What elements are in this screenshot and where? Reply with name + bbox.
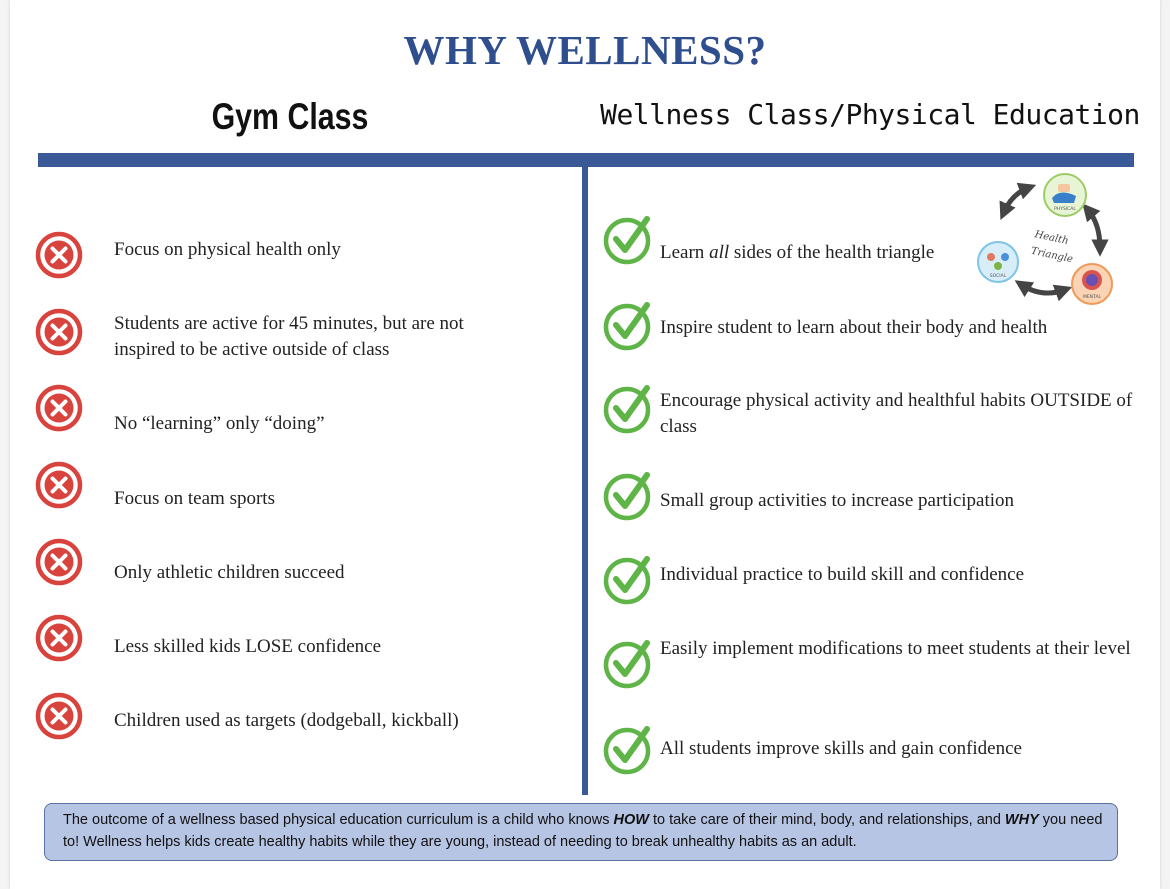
- emphasis-why: WHY: [1004, 812, 1039, 828]
- x-circle-icon: [34, 307, 84, 357]
- svg-text:SOCIAL: SOCIAL: [989, 274, 1007, 279]
- check-mark-icon: [602, 722, 656, 776]
- check-mark-icon: [602, 552, 656, 606]
- wellness-item-text: All students improve skills and gain confidence: [660, 738, 1022, 759]
- gym-item-text: Children used as targets (dodgeball, kickball): [114, 710, 459, 731]
- wellness-item-text: Encourage physical activity and healthful habits OUTSIDE of class: [660, 390, 1133, 437]
- gym-item-text: Focus on physical health only: [114, 239, 341, 260]
- health-triangle-label: Health: [1033, 229, 1070, 248]
- arrow-icon: [1022, 285, 1064, 293]
- social-node: [978, 242, 1018, 282]
- page-title: WHY WELLNESS?: [403, 27, 767, 73]
- wellness-item-text: Individual practice to build skill and confidence: [660, 564, 1025, 585]
- wellness-item-text: Easily implement modifications to meet students at their level: [660, 638, 1131, 659]
- emphasis-all: all: [709, 242, 730, 263]
- gym-item-text: Focus on team sports: [114, 488, 275, 509]
- wellness-item-text: Inspire student to learn about their body and health: [660, 317, 1048, 338]
- gym-class-heading: Gym Class: [211, 96, 369, 137]
- horizontal-divider: [38, 153, 1134, 167]
- arrow-icon: [1004, 188, 1028, 212]
- vertical-divider: [582, 167, 588, 795]
- wellness-item-text: Small group activities to increase participation: [660, 490, 1015, 511]
- mental-node: [1072, 264, 1112, 304]
- gym-item-text: Less skilled kids LOSE confidence: [114, 636, 382, 657]
- svg-text:PHYSICAL: PHYSICAL: [1054, 207, 1076, 212]
- gym-item-text: No “learning” only “doing”: [114, 413, 325, 434]
- emphasis-how: HOW: [613, 812, 649, 828]
- gym-item-text: Only athletic children succeed: [114, 562, 345, 583]
- summary-box: The outcome of a wellness based physical education curriculum is a child who knows HOW to take care of their mind, body, and relationships, and WHY you need to! Wellness helps kids create healthy habits while they are young, instead of needing to break unhealthy habits as an adult.: [44, 803, 1118, 861]
- check-mark-icon: [602, 298, 656, 352]
- health-triangle-graphic: [970, 170, 1120, 310]
- x-circle-icon: [34, 460, 84, 510]
- svg-text:MENTAL: MENTAL: [1082, 295, 1102, 300]
- arrow-icon: [1088, 210, 1100, 248]
- x-circle-icon: [34, 537, 84, 587]
- gym-item-text: Students are active for 45 minutes, but are not inspired to be active outside of class: [114, 313, 464, 360]
- health-triangle-label: Triangle: [1029, 245, 1074, 266]
- wellness-item-text: Learn all sides of the health triangle: [660, 242, 935, 263]
- x-circle-icon: [34, 691, 84, 741]
- check-mark-icon: [602, 381, 656, 435]
- x-circle-icon: [34, 230, 84, 280]
- x-circle-icon: [34, 613, 84, 663]
- physical-node: [1044, 174, 1086, 216]
- wellness-class-heading: Wellness Class/Physical Education: [600, 98, 1140, 131]
- x-circle-icon: [34, 383, 84, 433]
- check-mark-icon: [602, 212, 656, 266]
- check-mark-icon: [602, 636, 656, 690]
- check-mark-icon: [602, 468, 656, 522]
